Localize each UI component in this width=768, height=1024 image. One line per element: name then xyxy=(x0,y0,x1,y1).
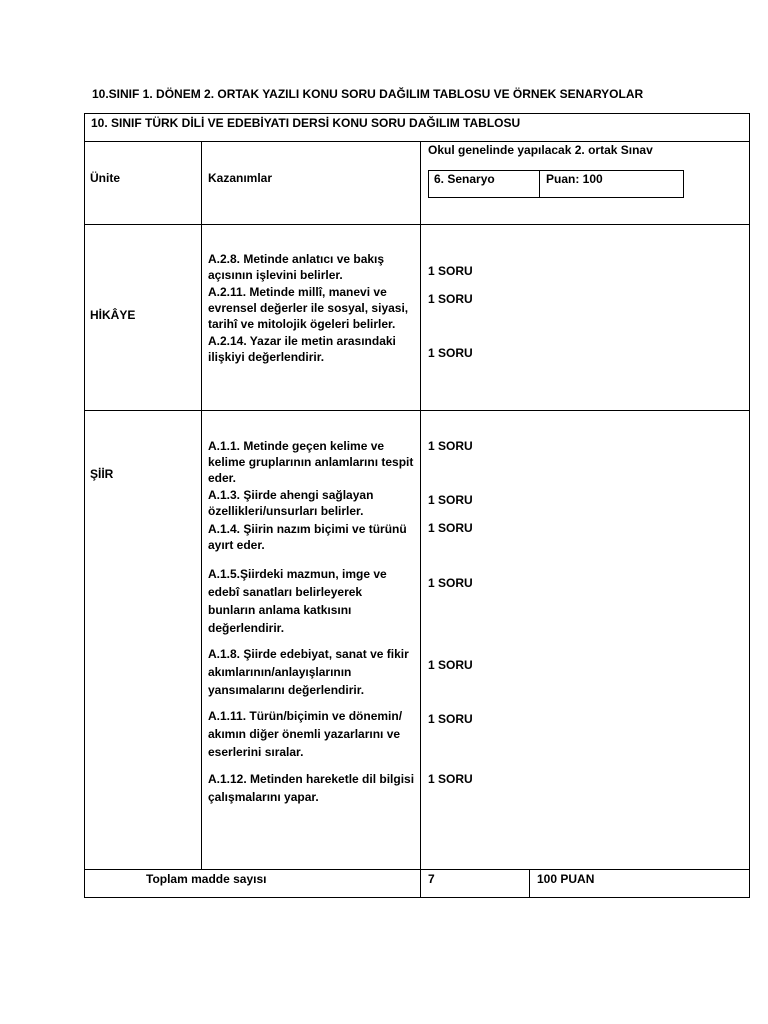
question-count: 1 SORU xyxy=(428,292,473,306)
question-count: 1 SORU xyxy=(428,493,473,507)
row-divider xyxy=(84,224,750,225)
total-count: 7 xyxy=(428,872,435,886)
outcome-item: A.1.12. Metinden hareketle dil bilgisi çalışmalarını yapar. xyxy=(208,772,415,804)
row-divider xyxy=(84,410,750,411)
unit-label: HİKÂYE xyxy=(90,308,136,322)
header-exam: Okul genelinde yapılacak 2. ortak Sınav xyxy=(428,143,653,157)
header-scenario: 6. Senaryo xyxy=(434,172,495,186)
page-title: 10.SINIF 1. DÖNEM 2. ORTAK YAZILI KONU SORU DAĞILIM TABLOSU VE ÖRNEK SENARYOLAR xyxy=(92,87,644,101)
question-count: 1 SORU xyxy=(428,658,473,672)
question-count: 1 SORU xyxy=(428,439,473,453)
outcome-item: A.2.11. Metinde millî, manevi ve evrensel değerler ile sosyal, siyasi, tarihî ve mitolojik ögeleri belirler. xyxy=(208,285,409,331)
row-divider xyxy=(84,869,750,870)
total-label: Toplam madde sayısı xyxy=(146,872,267,886)
unit-label: ŞİİR xyxy=(90,467,114,481)
outcome-item: A.1.1. Metinde geçen kelime ve kelime gruplarının anlamlarını tespit eder. xyxy=(208,439,414,485)
outcome-item: A.1.5.Şiirdeki mazmun, imge ve edebî sanatları belirleyerek bunların anlama katkısını değerlendirir. xyxy=(208,567,387,635)
outcome-item: A.1.3. Şiirde ahengi sağlayan özellikleri/unsurları belirler. xyxy=(208,488,374,518)
outcome-item: A.1.4. Şiirin nazım biçimi ve türünü ayırt eder. xyxy=(208,522,407,552)
outcome-item: A.1.8. Şiirde edebiyat, sanat ve fikir akımlarının/anlayışlarının yansımalarını değerlendirir. xyxy=(208,647,409,697)
question-count: 1 SORU xyxy=(428,521,473,535)
outcome-item: A.2.14. Yazar ile metin arasındaki ilişkiyi değerlendirir. xyxy=(208,334,396,364)
column-divider xyxy=(201,141,202,870)
header-unit: Ünite xyxy=(90,171,120,185)
outcome-item: A.1.11. Türün/biçimin ve dönemin/ akımın diğer önemli yazarlarını ve eserlerini sıralar. xyxy=(208,709,403,759)
column-divider xyxy=(529,869,530,898)
total-points: 100 PUAN xyxy=(537,872,595,886)
question-count: 1 SORU xyxy=(428,576,473,590)
question-count: 1 SORU xyxy=(428,712,473,726)
column-divider xyxy=(420,141,421,898)
question-count: 1 SORU xyxy=(428,346,473,360)
table-caption: 10. SINIF TÜRK DİLİ VE EDEBİYATI DERSİ KONU SORU DAĞILIM TABLOSU xyxy=(91,116,521,130)
question-count: 1 SORU xyxy=(428,264,473,278)
header-outcomes: Kazanımlar xyxy=(208,171,273,185)
outcome-item: A.2.8. Metinde anlatıcı ve bakış açısının işlevini belirler. xyxy=(208,252,385,282)
scenario-divider xyxy=(539,170,540,198)
table-border xyxy=(84,113,750,898)
question-count: 1 SORU xyxy=(428,772,473,786)
header-points: Puan: 100 xyxy=(546,172,603,186)
